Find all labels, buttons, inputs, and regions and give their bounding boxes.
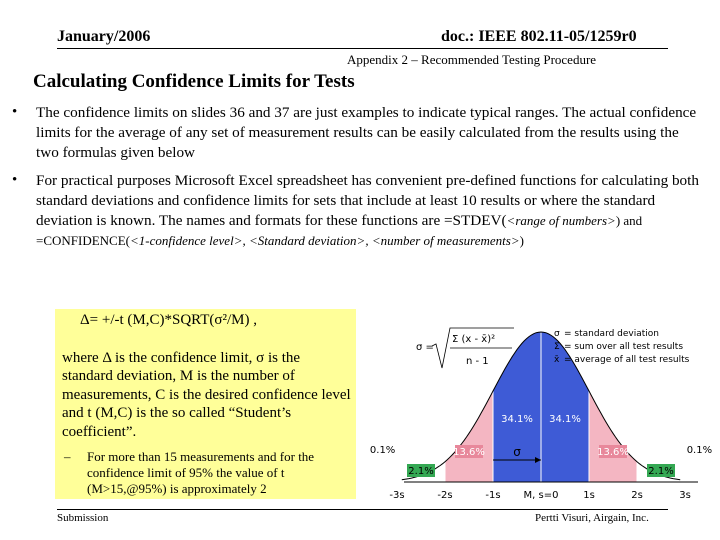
legend-text-0: = standard deviation (564, 329, 660, 339)
confidence-formula (80, 312, 257, 329)
chart-region-label-1: 2.1% (408, 466, 434, 477)
chart-tick-label-2: -1s (485, 490, 501, 501)
std-formula-denominator: n - 1 (466, 356, 489, 367)
sub-bullet-dash: – (64, 449, 71, 464)
legend-symbol-2: x̄ (554, 355, 560, 365)
footer-submission: Submission (57, 512, 109, 524)
chart-tick-label-6: 3s (679, 490, 691, 501)
slide-title: Calculating Confidence Limits for Tests (33, 71, 355, 92)
bullet-2-part-c: ) and =CONFIDENCE( (36, 213, 643, 248)
bullet-2-arg-range: <range of numbers> (506, 213, 616, 228)
formula-description: where Δ is the confidence limit, σ is the standard deviation, M is the number of measurements, C is the desired confidence level and t (M,C) is the so called “Student’s coefficient”. (62, 350, 351, 440)
chart-region-label-3: 34.1% (501, 414, 533, 425)
bullet-2-part-e: ) (519, 233, 524, 248)
bullet-icon: • (12, 172, 18, 188)
chart-region-label-0: 0.1% (369, 445, 396, 456)
chart-tick-label-4: 1s (583, 490, 595, 501)
header-date: January/2006 (57, 28, 151, 45)
chart-region-label-7: 0.1% (686, 445, 713, 456)
header-rule (57, 48, 668, 49)
delta-symbol: Δ (80, 312, 90, 328)
chart-region-label-4: 34.1% (549, 414, 581, 425)
formula-expression: = +/-t (M,C)*SQRT(σ²/M) , (89, 312, 258, 328)
bullet-2-part-a: For practical purposes Microsoft Excel spreadsheet has convenient pre-defined functions for calculating both standard deviations and confidence limits for sets that include at least 10 results or where the standard deviation is known. The names and formats for these functions are =STDEV( (36, 172, 699, 229)
std-formula-numerator: Σ (x - x̄)² (452, 334, 496, 345)
chart-region-label-6: 2.1% (648, 466, 674, 477)
appendix-label: Appendix 2 – Recommended Testing Procedure (347, 52, 597, 67)
legend-text-2: = average of all test results (564, 355, 690, 365)
bullet-2-arg-confidence: <1-confidence level>, <Standard deviation>, <number of measurements> (130, 233, 520, 248)
normal-distribution-chart (369, 300, 713, 505)
chart-tick-label-3: M, s=0 (523, 490, 559, 501)
bullet-text-1: The confidence limits on slides 36 and 37 are just examples to indicate typical ranges. The actual confidence limits for the average of any set of measurement results can be easily calculated from the results using the two formulas given below (36, 104, 697, 161)
chart-tick-label-0: -3s (389, 490, 405, 501)
legend-symbol-0: σ (554, 329, 560, 339)
header-doc-id: doc.: IEEE 802.11-05/1259r0 (441, 28, 637, 45)
chart-region-label-5: 13.6% (597, 447, 629, 458)
sub-bullet-text: For more than 15 measurements and for the confidence limit of 95% the value of t (M>15,@95%) is approximately 2 (87, 449, 315, 496)
footer-rule (57, 509, 668, 510)
legend-symbol-1: Σ (554, 342, 560, 352)
bullet-icon: • (12, 104, 18, 120)
sigma-marker-label: σ (513, 445, 521, 459)
std-formula-lhs: σ = (416, 342, 434, 353)
chart-region-label-2: 13.6% (453, 447, 485, 458)
chart-tick-label-1: -2s (437, 490, 453, 501)
legend-text-1: = sum over all test results (564, 342, 684, 352)
footer-author: Pertti Visuri, Airgain, Inc. (535, 512, 649, 524)
bullet-text-2 (36, 171, 700, 251)
chart-tick-label-5: 2s (631, 490, 643, 501)
